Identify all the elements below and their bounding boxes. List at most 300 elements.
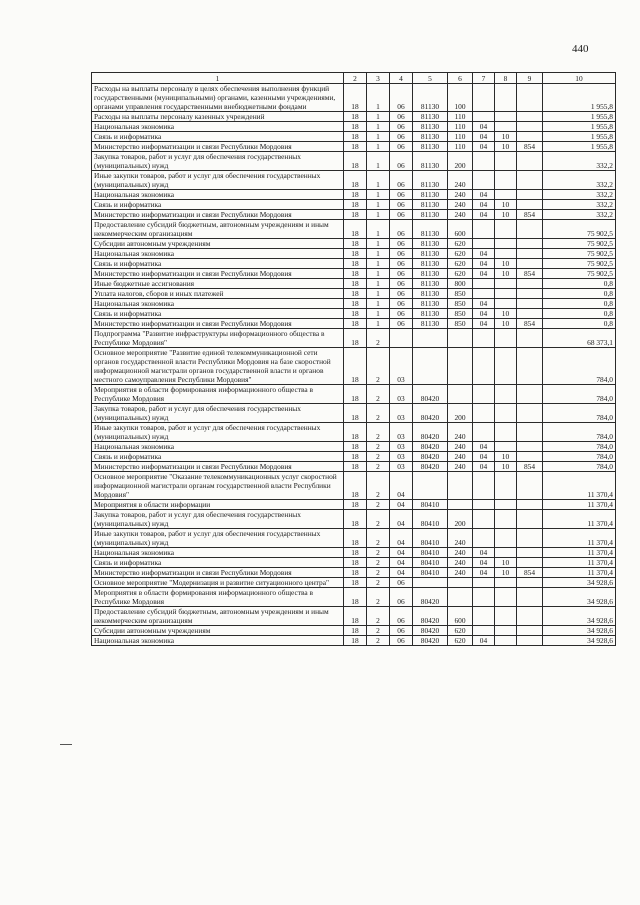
code-expense-type: 240	[448, 200, 473, 210]
code-section: 04	[473, 309, 495, 319]
amount: 332,2	[543, 200, 616, 210]
code-target: 80420	[413, 423, 448, 442]
code-section	[473, 152, 495, 171]
code-target: 81130	[413, 152, 448, 171]
code-expense-type: 850	[448, 289, 473, 299]
code-program: 2	[367, 636, 390, 646]
code-section	[473, 578, 495, 588]
code-expense-type: 240	[448, 423, 473, 442]
code-target: 81130	[413, 200, 448, 210]
code-ministry	[517, 472, 543, 500]
row-name: Расходы на выплаты персоналу в целях обеспечения выполнения функций государственными (муниципальными) органами, казенными учреждениями, органами управления государственными внебюджетными фондами	[92, 84, 344, 112]
code-program: 1	[367, 279, 390, 289]
code-expense-type: 110	[448, 122, 473, 132]
code-subprogram: 04	[390, 548, 413, 558]
row-name: Министерство информатизации и связи Республики Мордовия	[92, 462, 344, 472]
code-admin: 18	[344, 319, 367, 329]
header-col-2: 2	[344, 73, 367, 84]
code-subprogram: 06	[390, 259, 413, 269]
code-section	[473, 112, 495, 122]
code-target: 81130	[413, 279, 448, 289]
code-program: 2	[367, 329, 390, 348]
code-section	[473, 588, 495, 607]
code-ministry	[517, 626, 543, 636]
code-expense-type: 620	[448, 249, 473, 259]
code-target: 80410	[413, 529, 448, 548]
code-subprogram: 06	[390, 190, 413, 200]
code-subprogram	[390, 329, 413, 348]
code-expense-type: 850	[448, 309, 473, 319]
code-section	[473, 385, 495, 404]
code-expense-type	[448, 588, 473, 607]
table-row	[92, 309, 616, 319]
code-subprogram: 06	[390, 309, 413, 319]
code-target	[413, 472, 448, 500]
row-name: Национальная экономика	[92, 636, 344, 646]
code-admin: 18	[344, 84, 367, 112]
code-section: 04	[473, 548, 495, 558]
code-subsection	[495, 548, 517, 558]
code-subsection	[495, 171, 517, 190]
table-row	[92, 529, 616, 548]
amount: 34 928,6	[543, 636, 616, 646]
row-name: Министерство информатизации и связи Республики Мордовия	[92, 319, 344, 329]
code-target: 80420	[413, 404, 448, 423]
code-section: 04	[473, 132, 495, 142]
code-subprogram: 04	[390, 529, 413, 548]
code-program: 2	[367, 578, 390, 588]
code-ministry	[517, 259, 543, 269]
code-program: 2	[367, 568, 390, 578]
code-subprogram: 06	[390, 588, 413, 607]
code-section	[473, 607, 495, 626]
code-ministry	[517, 404, 543, 423]
code-expense-type: 620	[448, 259, 473, 269]
code-program: 2	[367, 452, 390, 462]
code-section	[473, 348, 495, 385]
code-subprogram: 06	[390, 122, 413, 132]
code-target: 81130	[413, 309, 448, 319]
amount: 784,0	[543, 348, 616, 385]
code-program: 2	[367, 472, 390, 500]
code-admin: 18	[344, 299, 367, 309]
code-ministry	[517, 220, 543, 239]
code-section	[473, 626, 495, 636]
code-program: 1	[367, 190, 390, 200]
code-admin: 18	[344, 259, 367, 269]
row-name: Национальная экономика	[92, 299, 344, 309]
code-program: 1	[367, 299, 390, 309]
code-subsection	[495, 423, 517, 442]
amount: 784,0	[543, 462, 616, 472]
table-row	[92, 200, 616, 210]
code-subprogram: 03	[390, 385, 413, 404]
code-expense-type: 850	[448, 299, 473, 309]
row-name: Министерство информатизации и связи Республики Мордовия	[92, 568, 344, 578]
code-program: 2	[367, 510, 390, 529]
code-admin: 18	[344, 200, 367, 210]
amount: 784,0	[543, 404, 616, 423]
code-subprogram: 04	[390, 510, 413, 529]
code-admin: 18	[344, 309, 367, 319]
code-subprogram: 06	[390, 279, 413, 289]
amount: 0,8	[543, 319, 616, 329]
code-ministry	[517, 289, 543, 299]
row-name: Национальная экономика	[92, 548, 344, 558]
code-target: 80410	[413, 568, 448, 578]
table-row	[92, 385, 616, 404]
code-ministry: 854	[517, 319, 543, 329]
code-target: 80420	[413, 452, 448, 462]
code-target	[413, 348, 448, 385]
table-row	[92, 239, 616, 249]
table-row	[92, 607, 616, 626]
code-admin: 18	[344, 607, 367, 626]
code-program: 1	[367, 132, 390, 142]
table-header-row	[92, 73, 616, 84]
row-name: Уплата налогов, сборов и иных платежей	[92, 289, 344, 299]
header-col-5: 5	[413, 73, 448, 84]
code-target: 80410	[413, 558, 448, 568]
code-subprogram: 06	[390, 171, 413, 190]
code-subprogram: 04	[390, 558, 413, 568]
code-target: 81130	[413, 112, 448, 122]
code-admin: 18	[344, 132, 367, 142]
code-program: 1	[367, 200, 390, 210]
table-row	[92, 142, 616, 152]
row-name: Национальная экономика	[92, 190, 344, 200]
budget-table	[91, 72, 616, 646]
amount: 11 370,4	[543, 510, 616, 529]
code-subprogram: 06	[390, 578, 413, 588]
row-name: Связь и информатика	[92, 259, 344, 269]
code-program: 1	[367, 239, 390, 249]
code-ministry	[517, 112, 543, 122]
code-program: 2	[367, 626, 390, 636]
amount: 11 370,4	[543, 500, 616, 510]
code-subsection: 10	[495, 452, 517, 462]
code-admin: 18	[344, 249, 367, 259]
code-admin: 18	[344, 578, 367, 588]
code-subsection	[495, 404, 517, 423]
code-subprogram: 06	[390, 152, 413, 171]
code-expense-type: 200	[448, 152, 473, 171]
amount: 34 928,6	[543, 607, 616, 626]
header-col-7: 7	[473, 73, 495, 84]
code-subsection	[495, 122, 517, 132]
header-col-3: 3	[367, 73, 390, 84]
code-program: 2	[367, 404, 390, 423]
code-subprogram: 06	[390, 112, 413, 122]
code-program: 2	[367, 588, 390, 607]
table-row	[92, 462, 616, 472]
code-section	[473, 404, 495, 423]
code-ministry	[517, 510, 543, 529]
code-admin: 18	[344, 190, 367, 200]
code-subsection	[495, 112, 517, 122]
code-section: 04	[473, 636, 495, 646]
code-expense-type: 240	[448, 548, 473, 558]
code-target	[413, 329, 448, 348]
code-subsection	[495, 588, 517, 607]
code-subprogram: 03	[390, 442, 413, 452]
code-section: 04	[473, 200, 495, 210]
table-row	[92, 510, 616, 529]
amount: 11 370,4	[543, 472, 616, 500]
code-program: 2	[367, 500, 390, 510]
code-subprogram: 06	[390, 299, 413, 309]
amount: 0,8	[543, 279, 616, 289]
code-admin: 18	[344, 329, 367, 348]
code-program: 2	[367, 442, 390, 452]
code-section: 04	[473, 142, 495, 152]
amount: 0,8	[543, 309, 616, 319]
table-row	[92, 122, 616, 132]
code-ministry: 854	[517, 142, 543, 152]
code-ministry	[517, 249, 543, 259]
row-name: Связь и информатика	[92, 309, 344, 319]
code-expense-type: 240	[448, 442, 473, 452]
code-subprogram: 06	[390, 636, 413, 646]
code-target: 80420	[413, 607, 448, 626]
table-row	[92, 442, 616, 452]
code-subprogram: 03	[390, 348, 413, 385]
code-ministry: 854	[517, 269, 543, 279]
code-section	[473, 279, 495, 289]
table-row	[92, 452, 616, 462]
table-row	[92, 152, 616, 171]
code-subsection: 10	[495, 319, 517, 329]
row-name: Министерство информатизации и связи Республики Мордовия	[92, 210, 344, 220]
code-section: 04	[473, 269, 495, 279]
code-admin: 18	[344, 423, 367, 442]
code-ministry	[517, 309, 543, 319]
code-subsection: 10	[495, 200, 517, 210]
code-ministry	[517, 442, 543, 452]
amount: 68 373,1	[543, 329, 616, 348]
code-program: 2	[367, 385, 390, 404]
code-expense-type: 200	[448, 510, 473, 529]
table-row	[92, 588, 616, 607]
row-name: Мероприятия в области формирования информационного общества в Республике Мордовия	[92, 385, 344, 404]
table-row	[92, 220, 616, 239]
code-program: 1	[367, 210, 390, 220]
table-row	[92, 636, 616, 646]
code-expense-type: 240	[448, 568, 473, 578]
code-subprogram: 06	[390, 289, 413, 299]
code-expense-type: 620	[448, 626, 473, 636]
row-name: Национальная экономика	[92, 442, 344, 452]
code-admin: 18	[344, 558, 367, 568]
code-subsection	[495, 239, 517, 249]
code-target: 81130	[413, 122, 448, 132]
code-subprogram: 06	[390, 220, 413, 239]
table-row	[92, 558, 616, 568]
code-ministry	[517, 423, 543, 442]
code-admin: 18	[344, 112, 367, 122]
code-admin: 18	[344, 568, 367, 578]
code-subprogram: 04	[390, 500, 413, 510]
code-target: 81130	[413, 132, 448, 142]
code-section	[473, 220, 495, 239]
table-row	[92, 210, 616, 220]
code-admin: 18	[344, 462, 367, 472]
amount: 75 902,5	[543, 249, 616, 259]
code-admin: 18	[344, 210, 367, 220]
code-ministry	[517, 200, 543, 210]
code-ministry	[517, 529, 543, 548]
code-expense-type: 620	[448, 636, 473, 646]
code-ministry	[517, 239, 543, 249]
code-admin: 18	[344, 289, 367, 299]
code-admin: 18	[344, 500, 367, 510]
code-expense-type: 110	[448, 112, 473, 122]
row-name: Предоставление субсидий бюджетным, автономным учреждениям и иным некоммерческим организациям	[92, 220, 344, 239]
code-ministry	[517, 548, 543, 558]
code-subsection: 10	[495, 269, 517, 279]
code-ministry	[517, 152, 543, 171]
code-section: 04	[473, 558, 495, 568]
code-ministry	[517, 279, 543, 289]
code-expense-type	[448, 385, 473, 404]
code-program: 2	[367, 558, 390, 568]
table-row	[92, 500, 616, 510]
code-subprogram: 04	[390, 568, 413, 578]
amount: 0,8	[543, 299, 616, 309]
code-target: 81130	[413, 289, 448, 299]
code-admin: 18	[344, 269, 367, 279]
code-admin: 18	[344, 510, 367, 529]
code-admin: 18	[344, 626, 367, 636]
code-subprogram: 06	[390, 607, 413, 626]
code-section: 04	[473, 190, 495, 200]
code-subsection	[495, 636, 517, 646]
amount: 784,0	[543, 442, 616, 452]
code-subsection	[495, 529, 517, 548]
code-ministry	[517, 588, 543, 607]
row-name: Субсидии автономным учреждениям	[92, 239, 344, 249]
row-name: Иные закупки товаров, работ и услуг для обеспечения государственных (муниципальных) нужд	[92, 423, 344, 442]
code-ministry	[517, 348, 543, 385]
code-ministry	[517, 558, 543, 568]
code-program: 1	[367, 84, 390, 112]
code-target	[413, 578, 448, 588]
code-section	[473, 500, 495, 510]
row-name: Подпрограмма "Развитие инфраструктуры информационного общества в Республике Мордовия"	[92, 329, 344, 348]
code-target: 81130	[413, 259, 448, 269]
amount: 34 928,6	[543, 588, 616, 607]
header-col-8: 8	[495, 73, 517, 84]
code-target: 81130	[413, 220, 448, 239]
code-subprogram: 06	[390, 200, 413, 210]
code-section: 04	[473, 442, 495, 452]
code-subsection	[495, 472, 517, 500]
code-section: 04	[473, 452, 495, 462]
code-ministry	[517, 578, 543, 588]
code-ministry: 854	[517, 210, 543, 220]
code-program: 2	[367, 348, 390, 385]
code-program: 2	[367, 607, 390, 626]
code-section: 04	[473, 299, 495, 309]
code-target: 81130	[413, 210, 448, 220]
code-section	[473, 423, 495, 442]
code-target: 81130	[413, 239, 448, 249]
code-expense-type: 240	[448, 210, 473, 220]
code-target: 80410	[413, 548, 448, 558]
code-program: 2	[367, 529, 390, 548]
code-subsection	[495, 442, 517, 452]
code-target: 80420	[413, 636, 448, 646]
code-admin: 18	[344, 279, 367, 289]
amount: 11 370,4	[543, 548, 616, 558]
code-ministry	[517, 299, 543, 309]
code-subsection	[495, 190, 517, 200]
row-name: Связь и информатика	[92, 558, 344, 568]
row-name: Иные закупки товаров, работ и услуг для обеспечения государственных (муниципальных) нужд	[92, 171, 344, 190]
code-subsection	[495, 289, 517, 299]
code-ministry	[517, 329, 543, 348]
code-subsection	[495, 279, 517, 289]
code-ministry: 854	[517, 462, 543, 472]
code-ministry	[517, 385, 543, 404]
code-ministry	[517, 190, 543, 200]
code-expense-type: 240	[448, 558, 473, 568]
code-section: 04	[473, 259, 495, 269]
code-program: 1	[367, 171, 390, 190]
code-target: 80420	[413, 442, 448, 452]
table-row	[92, 84, 616, 112]
table-row	[92, 132, 616, 142]
code-expense-type: 240	[448, 190, 473, 200]
table-row	[92, 568, 616, 578]
code-expense-type: 240	[448, 452, 473, 462]
code-program: 1	[367, 259, 390, 269]
code-admin: 18	[344, 442, 367, 452]
code-expense-type: 100	[448, 84, 473, 112]
code-admin: 18	[344, 385, 367, 404]
code-subprogram: 06	[390, 249, 413, 259]
header-col-10: 10	[543, 73, 616, 84]
amount: 784,0	[543, 423, 616, 442]
amount: 332,2	[543, 190, 616, 200]
code-subprogram: 06	[390, 84, 413, 112]
row-name: Министерство информатизации и связи Республики Мордовия	[92, 142, 344, 152]
row-name: Закупка товаров, работ и услуг для обеспечения государственных (муниципальных) нужд	[92, 152, 344, 171]
code-target: 80420	[413, 462, 448, 472]
code-program: 2	[367, 548, 390, 558]
amount: 75 902,5	[543, 239, 616, 249]
amount: 332,2	[543, 152, 616, 171]
code-admin: 18	[344, 452, 367, 462]
amount: 1 955,8	[543, 112, 616, 122]
row-name: Иные бюджетные ассигнования	[92, 279, 344, 289]
code-expense-type: 850	[448, 319, 473, 329]
table-row	[92, 299, 616, 309]
code-subprogram: 06	[390, 132, 413, 142]
code-expense-type: 110	[448, 132, 473, 142]
code-section	[473, 510, 495, 529]
amount: 11 370,4	[543, 568, 616, 578]
code-target: 81130	[413, 171, 448, 190]
code-subsection	[495, 385, 517, 404]
amount: 1 955,8	[543, 142, 616, 152]
amount: 75 902,5	[543, 269, 616, 279]
code-program: 1	[367, 112, 390, 122]
code-expense-type: 110	[448, 142, 473, 152]
code-subprogram: 06	[390, 319, 413, 329]
header-col-4: 4	[390, 73, 413, 84]
table-row	[92, 423, 616, 442]
